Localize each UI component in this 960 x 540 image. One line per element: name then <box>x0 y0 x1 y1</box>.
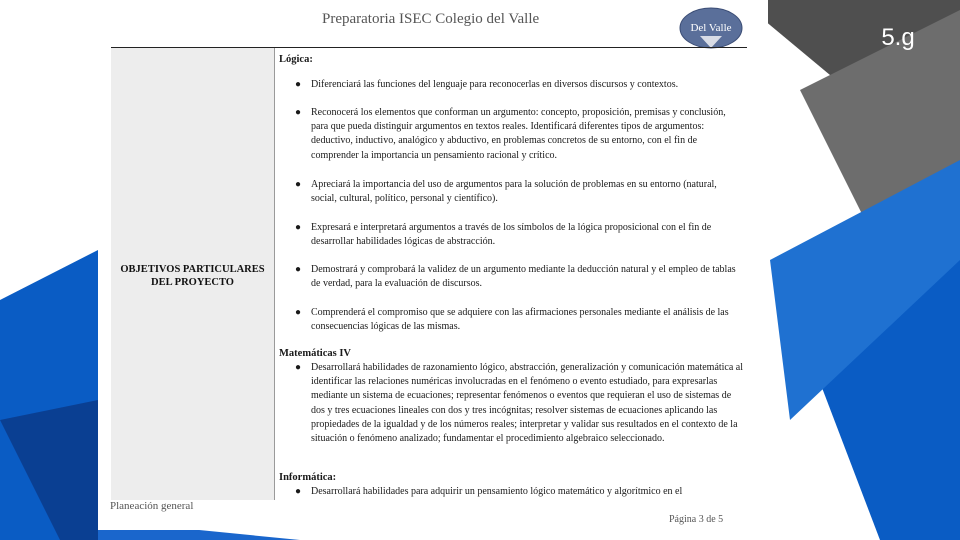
list-item: ● Diferenciará las funciones del lenguaje para reconocerlas en diversos discursos y contextos. <box>279 78 745 92</box>
list-item: ● Demostrará y comprobará la validez de un argumento mediante la deducción natural y el empleo de tablas de verdad, para la evaluación de discursos. <box>295 264 736 290</box>
bullet-icon: ● <box>295 486 302 497</box>
list-item: ● Reconocerá los elementos que conforman un argumento: concepto, proposición, premisas y conclusión, para que pueda distinguir argumentos en textos reales. Identificará diferentes tipos de argumentos: deductivo, inductivo, analógico y abductivo, en problemas concretos de su entorno, con el fin de comprender la importancia un pensamiento racional y crítico. <box>295 107 726 161</box>
document-page <box>98 0 768 530</box>
objectives-table <box>111 47 747 500</box>
footer-left: Planeación general <box>110 500 194 512</box>
bullet-icon: ● <box>295 362 302 373</box>
page-number: Página 3 de 5 <box>669 514 724 525</box>
list-item: ● Desarrollará habilidades para adquirir un pensamiento lógico matemático y algorítmico en el <box>279 485 745 499</box>
section-heading-informatica: Informática: <box>279 472 337 483</box>
logo-text: Del Valle <box>690 22 732 34</box>
list-item: ● Apreciará la importancia del uso de argumentos para la solución de problemas en su entorno (natural, social, cultural, político, personal y científico). <box>295 179 717 205</box>
del-valle-logo-icon <box>678 6 744 50</box>
bullet-icon: ● <box>295 307 302 318</box>
bullet-icon: ● <box>295 107 302 118</box>
bullet-icon: ● <box>295 222 302 233</box>
section-heading-logica: Lógica: <box>279 54 313 65</box>
document-header-title: Preparatoria ISEC Colegio del Valle <box>322 11 540 27</box>
table-right-column <box>279 48 745 500</box>
bullet-icon: ● <box>295 79 302 90</box>
bullet-icon: ● <box>295 179 302 190</box>
row-label: OBJETIVOS PARTICULARES DEL PROYECTO <box>120 264 265 288</box>
slide-number: 5.g <box>881 24 915 51</box>
table-left-column <box>111 48 275 500</box>
section-heading-matematicas: Matemáticas IV <box>279 348 352 359</box>
list-item: ● Expresará e interpretará argumentos a través de los símbolos de la lógica proposicional con el fin de desarrollar habilidades lógicas de abstracción. <box>295 222 712 248</box>
bullet-icon: ● <box>295 264 302 275</box>
list-item: ● Desarrollará habilidades de razonamiento lógico, abstracción, generalización y comunicación matemática al identificar las relaciones numéricas involucradas en el fenómeno o evento estudiado, para expresarlas mediante un sistema de ecuaciones; representar fenómenos o eventos que requieran el uso de sistemas de dos y tres ecuaciones lineales con dos y tres incógnitas; resolver sistemas de ecuaciones aplicando las propiedades de la igualdad y de los números reales; interpretar y validar sus resultados en el contexto de la situación o fenómeno analizado; fundamentar el procedimiento algebraico seleccionado. <box>295 362 744 445</box>
list-item: ● Comprenderá el compromiso que se adquiere con las afirmaciones personales mediante el análisis de las consecuencias lógicas de las mismas. <box>295 307 729 333</box>
